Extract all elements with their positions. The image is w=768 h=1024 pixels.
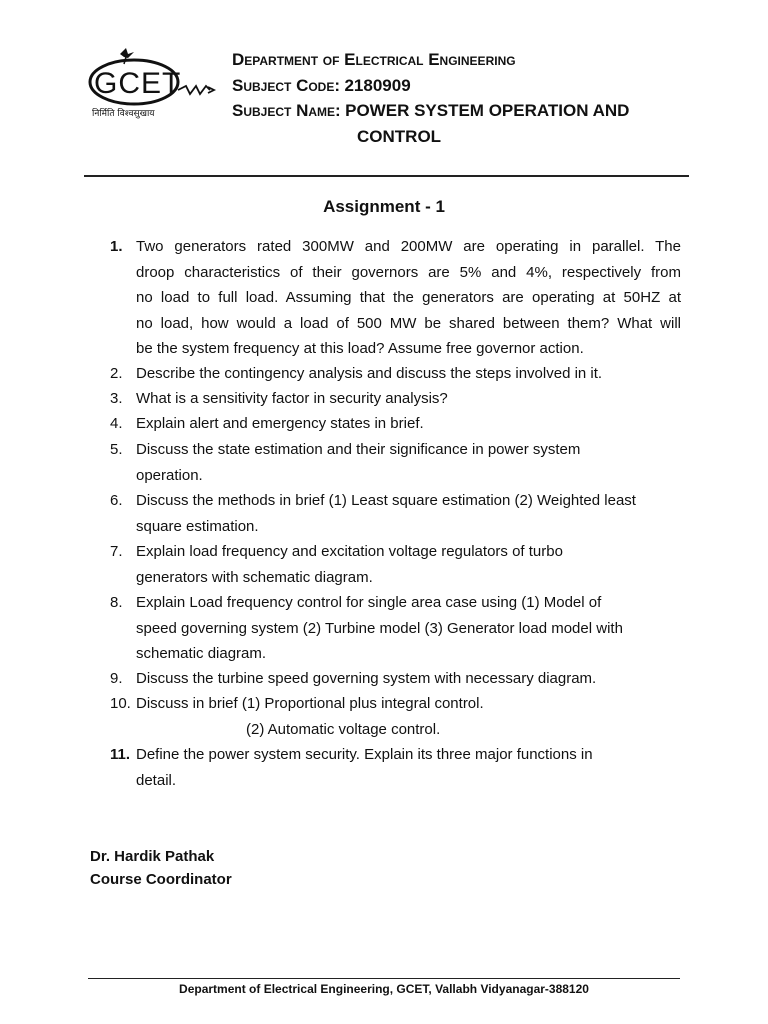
question-line: Explain Load frequency control for single area case using (1) Model of (136, 594, 602, 611)
question-number: 6. (110, 492, 123, 509)
question-line: Explain alert and emergency states in brief. (136, 415, 424, 432)
coordinator-role: Course Coordinator (90, 871, 232, 888)
question-line: Explain load frequency and excitation voltage regulators of turbo (136, 543, 563, 560)
question-number: 1. (110, 238, 123, 255)
question-text (136, 234, 681, 362)
subject-code-label: Subject Code: (232, 76, 341, 95)
question-text (136, 539, 681, 590)
question-line: Discuss the state estimation and their significance in power system (136, 441, 581, 458)
question-line: Discuss the methods in brief (1) Least square estimation (2) Weighted least (136, 492, 636, 509)
subject-name-label: Subject Name: (232, 101, 341, 120)
question-text (136, 742, 681, 793)
question-number: 11. (110, 746, 131, 763)
question-line: square estimation. (136, 517, 259, 535)
gcet-logo (86, 44, 226, 134)
subject-name-value-line1: POWER SYSTEM OPERATION AND (345, 101, 630, 120)
question-line: Discuss the turbine speed governing system with necessary diagram. (136, 670, 597, 687)
question-text (136, 488, 681, 539)
footer-text: Department of Electrical Engineering, GCET, Vallabh Vidyanagar-388120 (179, 982, 589, 996)
question-number: 2. (110, 365, 123, 382)
question-line: generators with schematic diagram. (136, 568, 373, 586)
question-text (136, 691, 681, 742)
question-text (136, 666, 681, 692)
logo-text: GCET (94, 67, 182, 100)
coordinator-name: Dr. Hardik Pathak (90, 848, 215, 865)
question-line: droop characteristics of their governors are 5% and 4%, respectively from (136, 263, 681, 281)
subject-name-value-line2: CONTROL (357, 127, 442, 146)
question-line: no load, how would a load of 500 MW be shared between them? What will (136, 314, 681, 332)
question-number: 8. (110, 594, 123, 611)
logo-tagline: निर्मिति विश्वसुखाय (92, 109, 155, 119)
subject-code-value: 2180909 (344, 76, 411, 95)
question-line: detail. (136, 771, 177, 789)
question-line: What is a sensitivity factor in security analysis? (136, 390, 448, 407)
assignment-title: Assignment - 1 (323, 197, 445, 216)
question-number: 10. (110, 695, 131, 712)
question-text (136, 386, 681, 412)
question-text (136, 411, 681, 437)
question-line: Two generators rated 300MW and 200MW are operating in parallel. The (136, 238, 681, 255)
footer-divider (88, 978, 680, 979)
question-line: Describe the contingency analysis and discuss the steps involved in it. (136, 365, 603, 382)
question-line: Define the power system security. Explain its three major functions in (136, 746, 593, 763)
subject-code-line (232, 76, 411, 96)
question-number: 7. (110, 543, 123, 560)
question-number: 9. (110, 670, 123, 687)
question-number: 3. (110, 390, 123, 407)
question-number: 4. (110, 415, 123, 432)
question-text (136, 437, 681, 488)
subject-name-line (232, 101, 629, 121)
question-text (136, 590, 681, 667)
question-line: operation. (136, 466, 203, 484)
question-line: be the system frequency at this load? Assume free governor action. (136, 340, 584, 357)
question-line: Discuss in brief (1) Proportional plus integral control. (136, 695, 484, 712)
question-line: (2) Automatic voltage control. (246, 720, 441, 738)
department-label: Department of Electrical Engineering (232, 50, 516, 69)
question-line: no load to full load. Assuming that the generators are operating at 50HZ at (136, 289, 681, 306)
header-divider (84, 175, 689, 177)
question-line: speed governing system (2) Turbine model (3) Generator load model with (136, 619, 623, 637)
question-text (136, 361, 681, 387)
question-number: 5. (110, 441, 123, 458)
question-line: schematic diagram. (136, 645, 267, 662)
department-heading (232, 50, 516, 70)
